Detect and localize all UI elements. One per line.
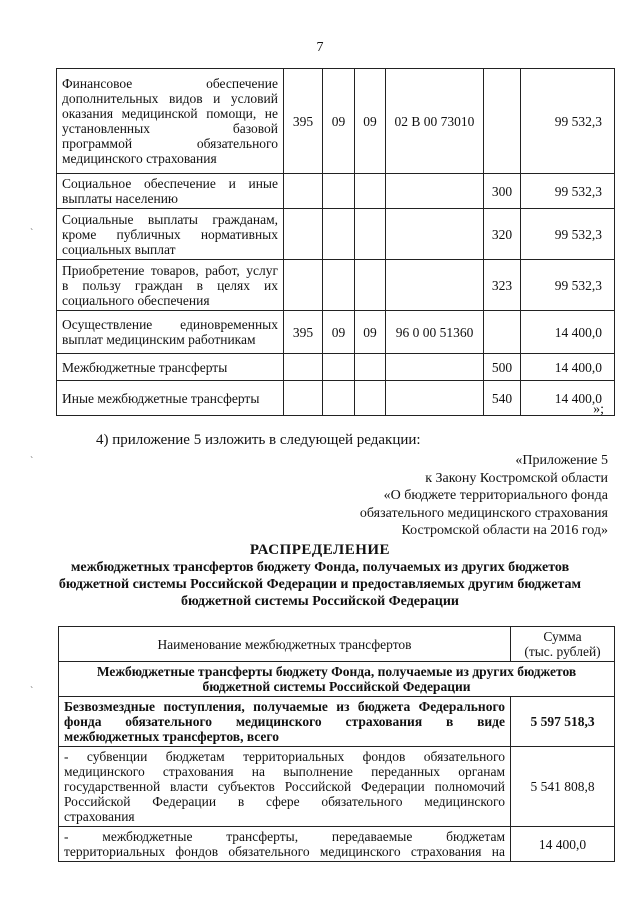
target-article-cell xyxy=(386,354,484,381)
section-cell xyxy=(323,381,355,416)
expense-type-cell: 300 xyxy=(484,174,521,209)
target-article-cell xyxy=(386,209,484,260)
heading-line: межбюджетных трансфертов бюджету Фонда, получаемых из других бюджетов xyxy=(70,560,570,575)
row-sum: 5 541 808,8 xyxy=(511,747,615,827)
row-text xyxy=(59,827,511,862)
section-line: Межбюджетные трансферты бюджету Фонда, получаемые из других бюджетов xyxy=(96,664,577,679)
subsection-cell: 09 xyxy=(355,311,386,354)
table-row xyxy=(57,174,615,209)
target-article-cell: 02 В 00 73010 xyxy=(386,69,484,174)
section-cell xyxy=(323,260,355,311)
table-row xyxy=(57,381,615,416)
target-article-cell xyxy=(386,260,484,311)
heading-title: РАСПРЕДЕЛЕНИЕ xyxy=(249,542,391,558)
row-name-line: кроме публичных нормативных xyxy=(62,226,278,242)
row-text-line: территориальных фондов обязательного медицинского страхования на xyxy=(64,844,505,859)
table-row xyxy=(57,69,615,174)
row-text-line: медицинского страхования на выполнение переданных органам xyxy=(64,764,505,779)
sum-cell: 14 400,0 xyxy=(521,311,615,354)
section-cell xyxy=(323,209,355,260)
transfers-table xyxy=(58,626,615,862)
section-cell: 09 xyxy=(323,311,355,354)
subsection-cell xyxy=(355,174,386,209)
attachment-line: к Закону Костромской области xyxy=(425,470,608,486)
expense-type-cell: 540 xyxy=(484,381,521,416)
grbs-cell xyxy=(284,209,323,260)
row-name xyxy=(57,209,284,260)
table-header-row xyxy=(59,627,615,662)
row-name-line: социального обеспечения xyxy=(62,292,210,308)
row-name-line: в пользу граждан в целях их xyxy=(62,277,278,293)
row-name xyxy=(57,174,284,209)
row-name xyxy=(57,381,284,416)
attachment-line: «О бюджете территориального фонда xyxy=(383,488,608,503)
table-row xyxy=(59,747,615,827)
subsection-cell xyxy=(355,209,386,260)
row-text-line: страхования xyxy=(64,809,135,824)
row-name-line: оказания медицинской помощи, не xyxy=(62,106,278,121)
subsection-cell: 09 xyxy=(355,69,386,174)
target-article-cell xyxy=(386,381,484,416)
budget-table xyxy=(56,68,615,416)
section-line: бюджетной системы Российской Федерации xyxy=(202,679,471,694)
grbs-cell xyxy=(284,260,323,311)
row-name xyxy=(57,260,284,311)
attachment-reference xyxy=(360,452,608,540)
row-text-line: - субвенции бюджетам территориальных фондов обязательного xyxy=(64,749,505,764)
expense-type-cell: 323 xyxy=(484,260,521,311)
margin-mark: ` xyxy=(30,686,34,697)
row-name-line: Межбюджетные трансферты xyxy=(62,359,228,375)
row-text xyxy=(59,697,511,747)
header-sum-line: Сумма xyxy=(543,629,582,644)
section-cell: 09 xyxy=(323,69,355,174)
row-text-line: государственной власти субъектов Российской Федерации полномочий xyxy=(64,779,505,794)
grbs-cell: 395 xyxy=(284,311,323,354)
closing-quote: »; xyxy=(593,402,604,417)
row-name-line: Иные межбюджетные трансферты xyxy=(62,390,260,406)
target-article-cell: 96 0 00 51360 xyxy=(386,311,484,354)
header-sum xyxy=(511,627,615,662)
row-name-line: установленных базовой xyxy=(62,121,278,136)
row-text-line: Российской Федерации в сфере обязательного медицинского xyxy=(64,794,505,809)
row-name-line: выплаты населению xyxy=(62,191,179,206)
section-row xyxy=(59,662,615,697)
expense-type-cell: 500 xyxy=(484,354,521,381)
target-article-cell xyxy=(386,174,484,209)
subsection-cell xyxy=(355,354,386,381)
sum-cell: 99 532,3 xyxy=(521,209,615,260)
row-text-line: межбюджетных трансфертов, всего xyxy=(64,729,279,744)
header-sum-line: (тыс. рублей) xyxy=(524,644,601,659)
subsection-cell xyxy=(355,381,386,416)
grbs-cell xyxy=(284,381,323,416)
attachment-line: обязательного медицинского страхования xyxy=(359,505,608,521)
table-row xyxy=(59,697,615,747)
expense-type-cell xyxy=(484,69,521,174)
subsection-cell xyxy=(355,260,386,311)
row-name-line: Осуществление единовременных xyxy=(62,317,278,332)
section-cell xyxy=(323,174,355,209)
row-name-line: Финансовое обеспечение xyxy=(62,76,278,91)
attachment-line: Костромской области на 2016 год» xyxy=(401,523,608,538)
page-number: 7 xyxy=(316,40,324,55)
row-name-line: дополнительных видов и условий xyxy=(62,91,278,106)
heading-line: бюджетной системы Российской Федерации xyxy=(181,594,459,609)
row-name-line: медицинского страхования xyxy=(62,151,217,166)
sum-cell: 99 532,3 xyxy=(521,260,615,311)
row-text-line: фонда обязательного медицинского страхования в виде xyxy=(64,714,505,729)
row-name-line: программой обязательного xyxy=(62,136,278,151)
grbs-cell xyxy=(284,174,323,209)
table-row xyxy=(57,311,615,354)
row-name-line: социальных выплат xyxy=(62,241,176,257)
table-row xyxy=(57,209,615,260)
table-row xyxy=(59,827,615,862)
row-name xyxy=(57,311,284,354)
sum-cell: 99 532,3 xyxy=(521,69,615,174)
sum-cell: 14 400,0 xyxy=(521,381,615,416)
row-text-line: - межбюджетные трансферты, передаваемые бюджетам xyxy=(64,829,505,844)
section-cell xyxy=(323,354,355,381)
row-sum: 5 597 518,3 xyxy=(511,697,615,747)
table-row xyxy=(57,260,615,311)
item-4-text: 4) приложение 5 изложить в следующей редакции: xyxy=(96,432,421,448)
row-name xyxy=(57,354,284,381)
sum-cell: 99 532,3 xyxy=(521,174,615,209)
expense-type-cell: 320 xyxy=(484,209,521,260)
heading-line: бюджетной системы Российской Федерации и предоставляемых другим бюджетам xyxy=(58,577,582,592)
document-heading xyxy=(0,542,640,610)
row-name-line: Социальное обеспечение и иные xyxy=(62,176,278,191)
row-name-line: Приобретение товаров, работ, услуг xyxy=(62,262,278,278)
sum-cell: 14 400,0 xyxy=(521,354,615,381)
attachment-line: «Приложение 5 xyxy=(515,453,608,468)
row-name-line: выплат медицинским работникам xyxy=(62,332,256,347)
row-name xyxy=(57,69,284,174)
row-name-line: Социальные выплаты гражданам, xyxy=(62,211,278,227)
row-text-line: Безвозмездные поступления, получаемые из бюджета Федерального xyxy=(64,699,505,714)
row-text xyxy=(59,747,511,827)
expense-type-cell xyxy=(484,311,521,354)
row-sum: 14 400,0 xyxy=(511,827,615,862)
grbs-cell: 395 xyxy=(284,69,323,174)
margin-mark: ` xyxy=(30,456,34,467)
header-name: Наименование межбюджетных трансфертов xyxy=(59,627,511,662)
margin-mark: ` xyxy=(30,228,34,239)
table-row xyxy=(57,354,615,381)
section-title xyxy=(59,662,615,697)
grbs-cell xyxy=(284,354,323,381)
